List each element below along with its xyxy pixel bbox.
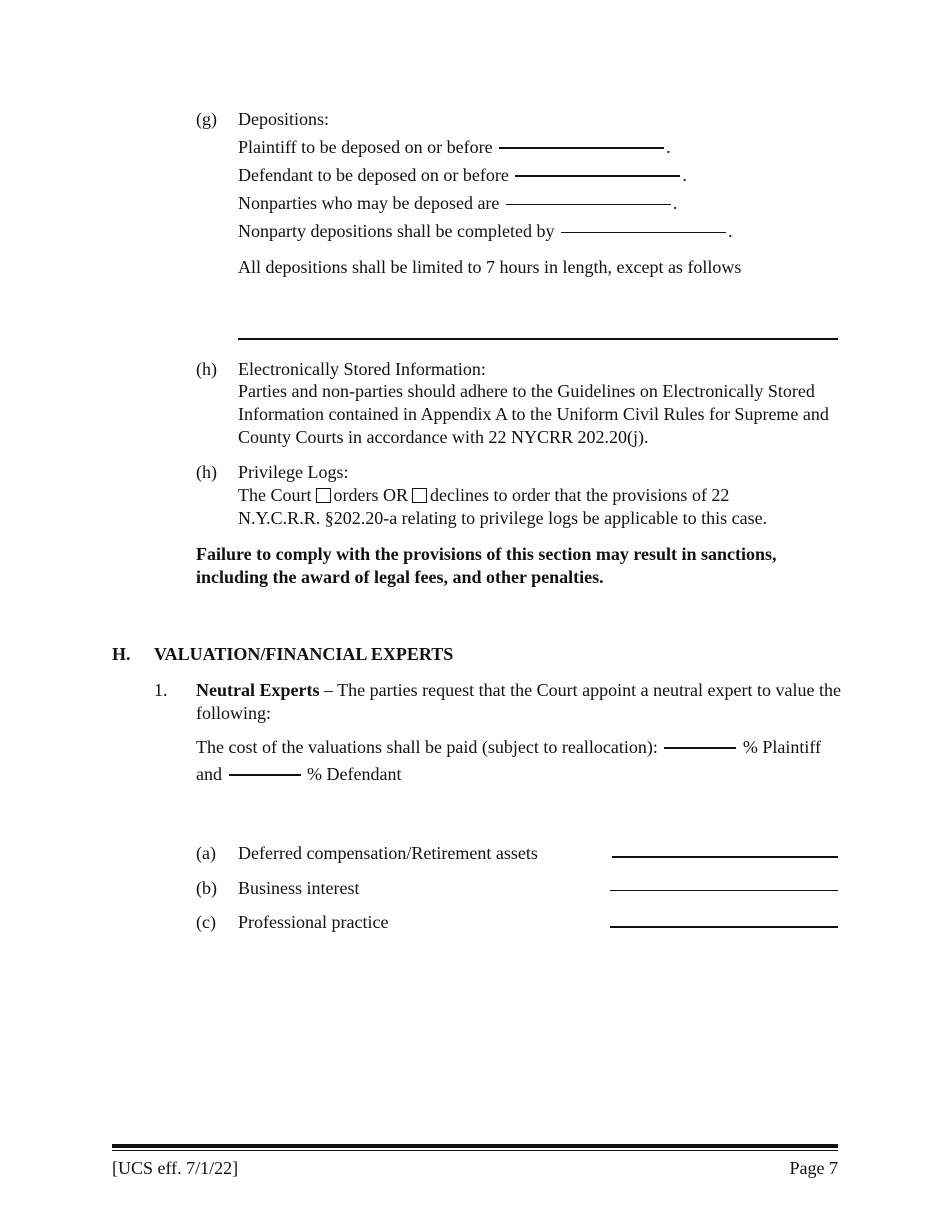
privilege-label: (h): [196, 462, 217, 482]
depositions-heading: Depositions:: [238, 109, 330, 129]
footer-page-number: Page 7: [789, 1158, 838, 1178]
privilege-options-line: [238, 484, 729, 507]
defendant-deposition-date-field[interactable]: [515, 175, 680, 177]
neutral-experts-paragraph: [196, 679, 841, 725]
nonparties-line: Nonparties who may be deposed are .: [238, 193, 678, 213]
privilege-text-1: The Court: [238, 485, 312, 505]
nonparties-text: Nonparties who may be deposed are: [238, 193, 500, 213]
and-text: and: [196, 764, 222, 784]
nonparties-field[interactable]: [506, 204, 671, 205]
valuation-cost-text: The cost of the valuations shall be paid (subject to reallocation):: [196, 737, 658, 757]
nonparty-completed-date-field[interactable]: [561, 232, 726, 233]
orders-checkbox[interactable]: [316, 488, 331, 503]
section-h-letter: H.: [112, 644, 131, 664]
asset-text-b: Business interest: [238, 878, 360, 898]
plaintiff-percent-label: % Plaintiff: [742, 737, 822, 757]
asset-text-a: Deferred compensation/Retirement assets: [238, 843, 538, 863]
privilege-text-2: orders OR: [333, 485, 408, 505]
esi-body: Parties and non-parties should adhere to the Guidelines on Electronically Stored Information contained in Appendix A to the Uniform Civil Rules for Supreme and County Courts in accordance with 22 NYCRR 202.20(j).: [238, 381, 829, 447]
asset-label-c: (c): [196, 912, 216, 932]
nonparty-completed-line: Nonparty depositions shall be completed by .: [238, 221, 733, 241]
asset-text-c: Professional practice: [238, 912, 389, 932]
nonparty-completed-text: Nonparty depositions shall be completed by: [238, 221, 555, 241]
footer-revision: [UCS eff. 7/1/22]: [112, 1158, 239, 1178]
privilege-text-4: N.Y.C.R.R. §202.20-a relating to privilege logs be applicable to this case.: [238, 508, 768, 528]
privilege-heading: Privilege Logs:: [238, 462, 349, 482]
plaintiff-deposition-text: Plaintiff to be deposed on or before: [238, 137, 493, 157]
asset-field-b[interactable]: [610, 890, 838, 891]
valuation-cost-line: [196, 736, 821, 759]
esi-label: (h): [196, 359, 217, 379]
asset-label-b: (b): [196, 878, 217, 898]
neutral-experts-title: Neutral Experts: [196, 680, 320, 700]
valuation-cost-line-2: [196, 763, 401, 786]
footer-rule-thick: [112, 1144, 838, 1148]
defendant-deposition-line: Defendant to be deposed on or before .: [238, 165, 687, 185]
deposition-exceptions-field[interactable]: [238, 338, 838, 340]
neutral-experts-number: 1.: [154, 680, 168, 700]
plaintiff-deposition-date-field[interactable]: [499, 147, 664, 149]
footer-rule-thin: [112, 1150, 838, 1151]
neutral-experts-text: – The parties request that the Court appoint a neutral expert to value the following:: [196, 680, 841, 723]
defendant-percent-label: % Defendant: [307, 764, 402, 784]
sanctions-warning: Failure to comply with the provisions of this section may result in sanctions, including the award of legal fees, and other penalties.: [196, 544, 777, 587]
declines-checkbox[interactable]: [412, 488, 427, 503]
section-h-title: VALUATION/FINANCIAL EXPERTS: [154, 644, 454, 664]
deposition-limit-text: All depositions shall be limited to 7 hours in length, except as follows: [238, 257, 742, 277]
plaintiff-percent-field[interactable]: [664, 747, 736, 749]
defendant-percent-field[interactable]: [229, 774, 301, 776]
esi-heading: Electronically Stored Information:: [238, 359, 486, 379]
asset-field-c[interactable]: [610, 926, 838, 928]
plaintiff-deposition-line: Plaintiff to be deposed on or before .: [238, 137, 671, 157]
asset-field-a[interactable]: [612, 856, 838, 858]
asset-label-a: (a): [196, 843, 216, 863]
privilege-text-3: declines to order that the provisions of 22: [430, 485, 730, 505]
defendant-deposition-text: Defendant to be deposed on or before: [238, 165, 509, 185]
depositions-label: (g): [196, 109, 217, 129]
